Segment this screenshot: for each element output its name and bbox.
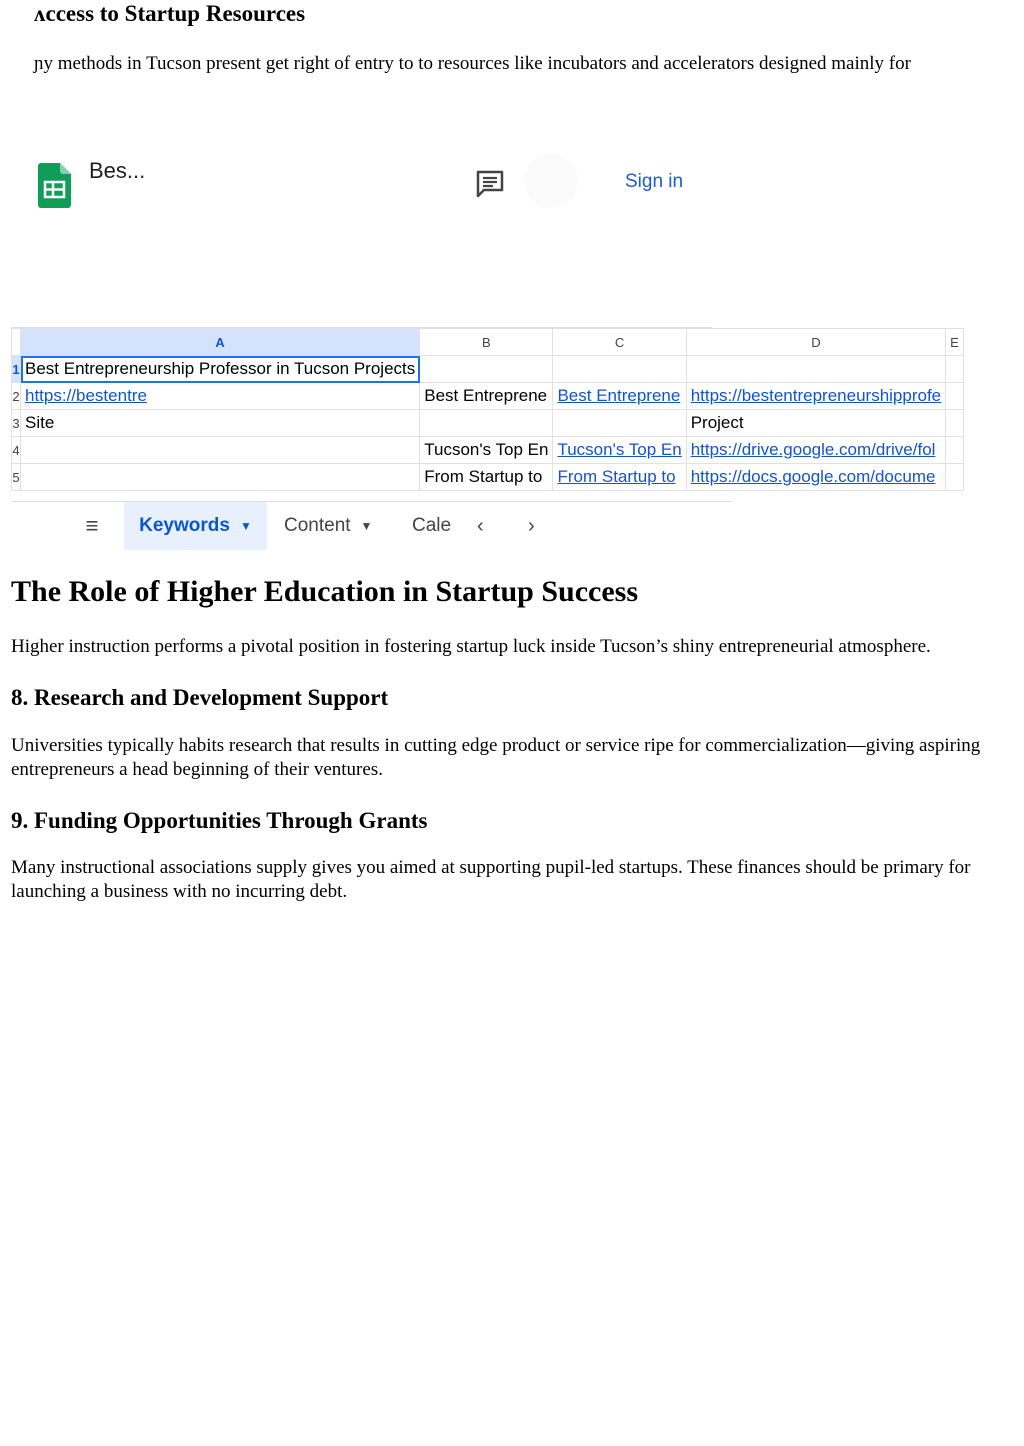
cell-a3[interactable]: Site bbox=[21, 410, 420, 437]
cell-b2[interactable]: Best Entreprene bbox=[420, 383, 553, 410]
section-heading: The Role of Higher Education in Startup Success bbox=[11, 575, 638, 608]
cell-e4[interactable] bbox=[946, 437, 964, 464]
section-heading-access: ʌccess to Startup Resources bbox=[34, 1, 306, 26]
cell-c2[interactable]: Best Entreprene bbox=[553, 383, 686, 410]
caret-down-icon: ▼ bbox=[239, 519, 252, 533]
cell-e5[interactable] bbox=[946, 464, 964, 491]
embedded-spreadsheet[interactable] bbox=[0, 140, 959, 555]
chevron-right-icon[interactable]: › bbox=[528, 515, 535, 537]
tab-content[interactable] bbox=[284, 502, 372, 550]
row-header[interactable]: 5 bbox=[12, 464, 21, 491]
cell-e2[interactable] bbox=[946, 383, 964, 410]
column-header-row bbox=[12, 329, 964, 356]
cell-b5[interactable]: From Startup to bbox=[420, 464, 553, 491]
cell-d4[interactable]: https://drive.google.com/drive/fol bbox=[686, 437, 945, 464]
corner-cell[interactable] bbox=[12, 329, 21, 356]
cell-b1[interactable] bbox=[420, 356, 553, 383]
table-row bbox=[12, 464, 964, 491]
row-header[interactable]: 1 bbox=[12, 356, 21, 383]
table-row bbox=[12, 383, 964, 410]
tab-label: Content bbox=[284, 515, 351, 537]
cell-e1[interactable] bbox=[946, 356, 964, 383]
cell-e3[interactable] bbox=[946, 410, 964, 437]
cell-text: Best Entrepreneurship Professor in Tucson Projects bbox=[25, 359, 416, 378]
cell-a1[interactable] bbox=[21, 356, 420, 383]
subsection-heading-funding: 9. Funding Opportunities Through Grants bbox=[11, 808, 428, 833]
column-header-a[interactable]: A bbox=[21, 329, 420, 356]
tab-keywords[interactable] bbox=[124, 502, 267, 550]
cell-d5[interactable]: https://docs.google.com/docume bbox=[686, 464, 945, 491]
subsection-heading-research: 8. Research and Development Support bbox=[11, 685, 389, 710]
column-header-d[interactable]: D bbox=[686, 329, 945, 356]
sign-in-link[interactable]: Sign in bbox=[625, 171, 684, 192]
cell-c5[interactable]: From Startup to bbox=[553, 464, 686, 491]
tab-cale[interactable]: Cale bbox=[412, 515, 452, 536]
cell-a5[interactable] bbox=[21, 464, 420, 491]
table-row bbox=[12, 356, 964, 383]
caret-down-icon: ▼ bbox=[360, 519, 373, 533]
cell-d1[interactable] bbox=[686, 356, 945, 383]
cell-d3[interactable]: Project bbox=[686, 410, 945, 437]
section-paragraph-access: ɲy methods in Tucson present get right of entry to to resources like incubators and accelerators designed mainly for bbox=[34, 53, 911, 74]
subsection-paragraph-research: Universities typically habits research that results in cutting edge product or service ripe for commercialization—giving aspiring entrepreneurs a head beginning of their ventures. bbox=[11, 735, 981, 780]
cell-a4[interactable] bbox=[21, 437, 420, 464]
cell-b4[interactable]: Tucson's Top En bbox=[420, 437, 553, 464]
row-header[interactable]: 3 bbox=[12, 410, 21, 437]
column-header-c[interactable]: C bbox=[553, 329, 686, 356]
section-paragraph: Higher instruction performs a pivotal position in fostering startup luck inside Tucson’s shiny entrepreneurial atmosphere. bbox=[11, 636, 931, 657]
google-sheets-logo-icon[interactable] bbox=[38, 163, 71, 208]
column-header-e[interactable]: E bbox=[946, 329, 964, 356]
sheet-tab-bar bbox=[11, 501, 732, 554]
all-sheets-menu-icon[interactable]: ≡ bbox=[85, 513, 99, 538]
row-header[interactable]: 4 bbox=[12, 437, 21, 464]
cell-d2[interactable]: https://bestentrepreneurshipprofe bbox=[686, 383, 945, 410]
cell-c4[interactable]: Tucson's Top En bbox=[553, 437, 686, 464]
cell-a2[interactable]: https://bestentre bbox=[21, 383, 420, 410]
cell-b3[interactable] bbox=[420, 410, 553, 437]
chevron-left-icon[interactable]: ‹ bbox=[477, 515, 484, 537]
row-header[interactable]: 2 bbox=[12, 383, 21, 410]
tab-label: Keywords bbox=[139, 515, 230, 537]
comment-icon[interactable] bbox=[475, 168, 505, 198]
cell-c1[interactable] bbox=[553, 356, 686, 383]
cropped-text-line bbox=[34, 76, 994, 84]
column-header-b[interactable]: B bbox=[420, 329, 553, 356]
spreadsheet-grid[interactable] bbox=[11, 327, 959, 486]
table-row bbox=[12, 437, 964, 464]
document-title[interactable]: Bes... bbox=[89, 158, 146, 183]
subsection-paragraph-funding: Many instructional associations supply gives you aimed at supporting pupil-led startups. These finances should be primary for launching a business with no incurring debt. bbox=[11, 857, 971, 902]
avatar bbox=[524, 154, 578, 208]
table-row bbox=[12, 410, 964, 437]
cell-c3[interactable] bbox=[553, 410, 686, 437]
